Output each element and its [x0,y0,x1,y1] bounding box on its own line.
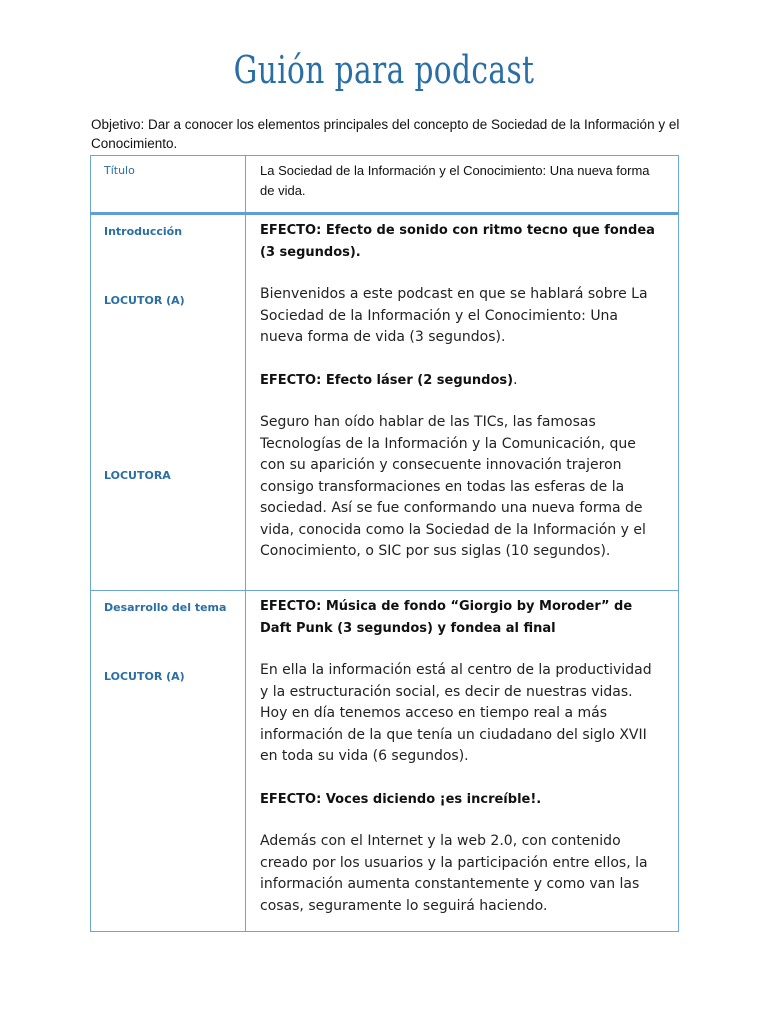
intro-content-cell [246,214,679,591]
row-label-development: Desarrollo del tema [104,601,227,614]
podcast-script-table [90,155,679,932]
intro-effect-1: EFECTO: Efecto de sonido con ritmo tecno que fondea (3 segundos). [260,223,655,260]
row-label-title: Título [91,156,246,214]
table-row-title [91,156,679,214]
development-content-cell [246,591,679,932]
intro-text-2: Seguro han oído hablar de las TICs, las famosas Tecnologías de la Información y la Comunicación, que con su aparición y consecuente innovación trajeron consigo transformaciones en todas las esferas de la sociedad. Así se fue conformando una nueva forma de vida, conocida como la Sociedad de la Información y el Conocimiento, o SIC por sus siglas (10 segundos). [260,414,646,559]
speaker-locutor-a: LOCUTOR (A) [104,670,185,683]
intro-effect-2-line [260,370,664,392]
dev-text-2: Además con el Internet y la web 2.0, con contenido creado por los usuarios y la participación entre ellos, la información aumenta constantemente y como van las cosas, seguramente lo seguirá haciendo. [260,833,648,914]
dev-effect-2: EFECTO: Voces diciendo ¡es increíble!. [260,791,542,807]
podcast-title-text: La Sociedad de la Información y el Conocimiento: Una nueva forma de vida. [246,156,679,214]
document-title: Guión para podcast [233,48,535,92]
dev-text-1: En ella la información está al centro de la productividad y la estructuración social, es decir de nuestras vidas. Hoy en día tenemos acceso en tiempo real a más información de la que tenía un ciudadano del siglo XVII en toda su vida (6 segundos). [260,662,652,764]
intro-effect-2: EFECTO: Efecto láser (2 segundos) [260,372,514,388]
dev-effect-1: EFECTO: Música de fondo “Giorgio by Moroder” de Daft Punk (3 segundos) y fondea al final [260,599,633,636]
row-label-introduction: Introducción [104,225,183,238]
speaker-locutora: LOCUTORA [104,469,171,482]
row-label-cell-development [91,591,246,932]
speaker-locutor-a: LOCUTOR (A) [104,294,185,307]
table-row-development [91,591,679,932]
intro-effect-2-suffix: . [513,371,518,388]
objective-text: Objetivo: Dar a conocer los elementos principales del concepto de Sociedad de la Información y el Conocimiento. [91,117,680,151]
row-label-cell-introduction [91,214,246,591]
intro-text-1: Bienvenidos a este podcast en que se hablará sobre La Sociedad de la Información y el Conocimiento: Una nueva forma de vida (3 segundos). [260,286,648,345]
table-row-introduction [91,214,679,591]
